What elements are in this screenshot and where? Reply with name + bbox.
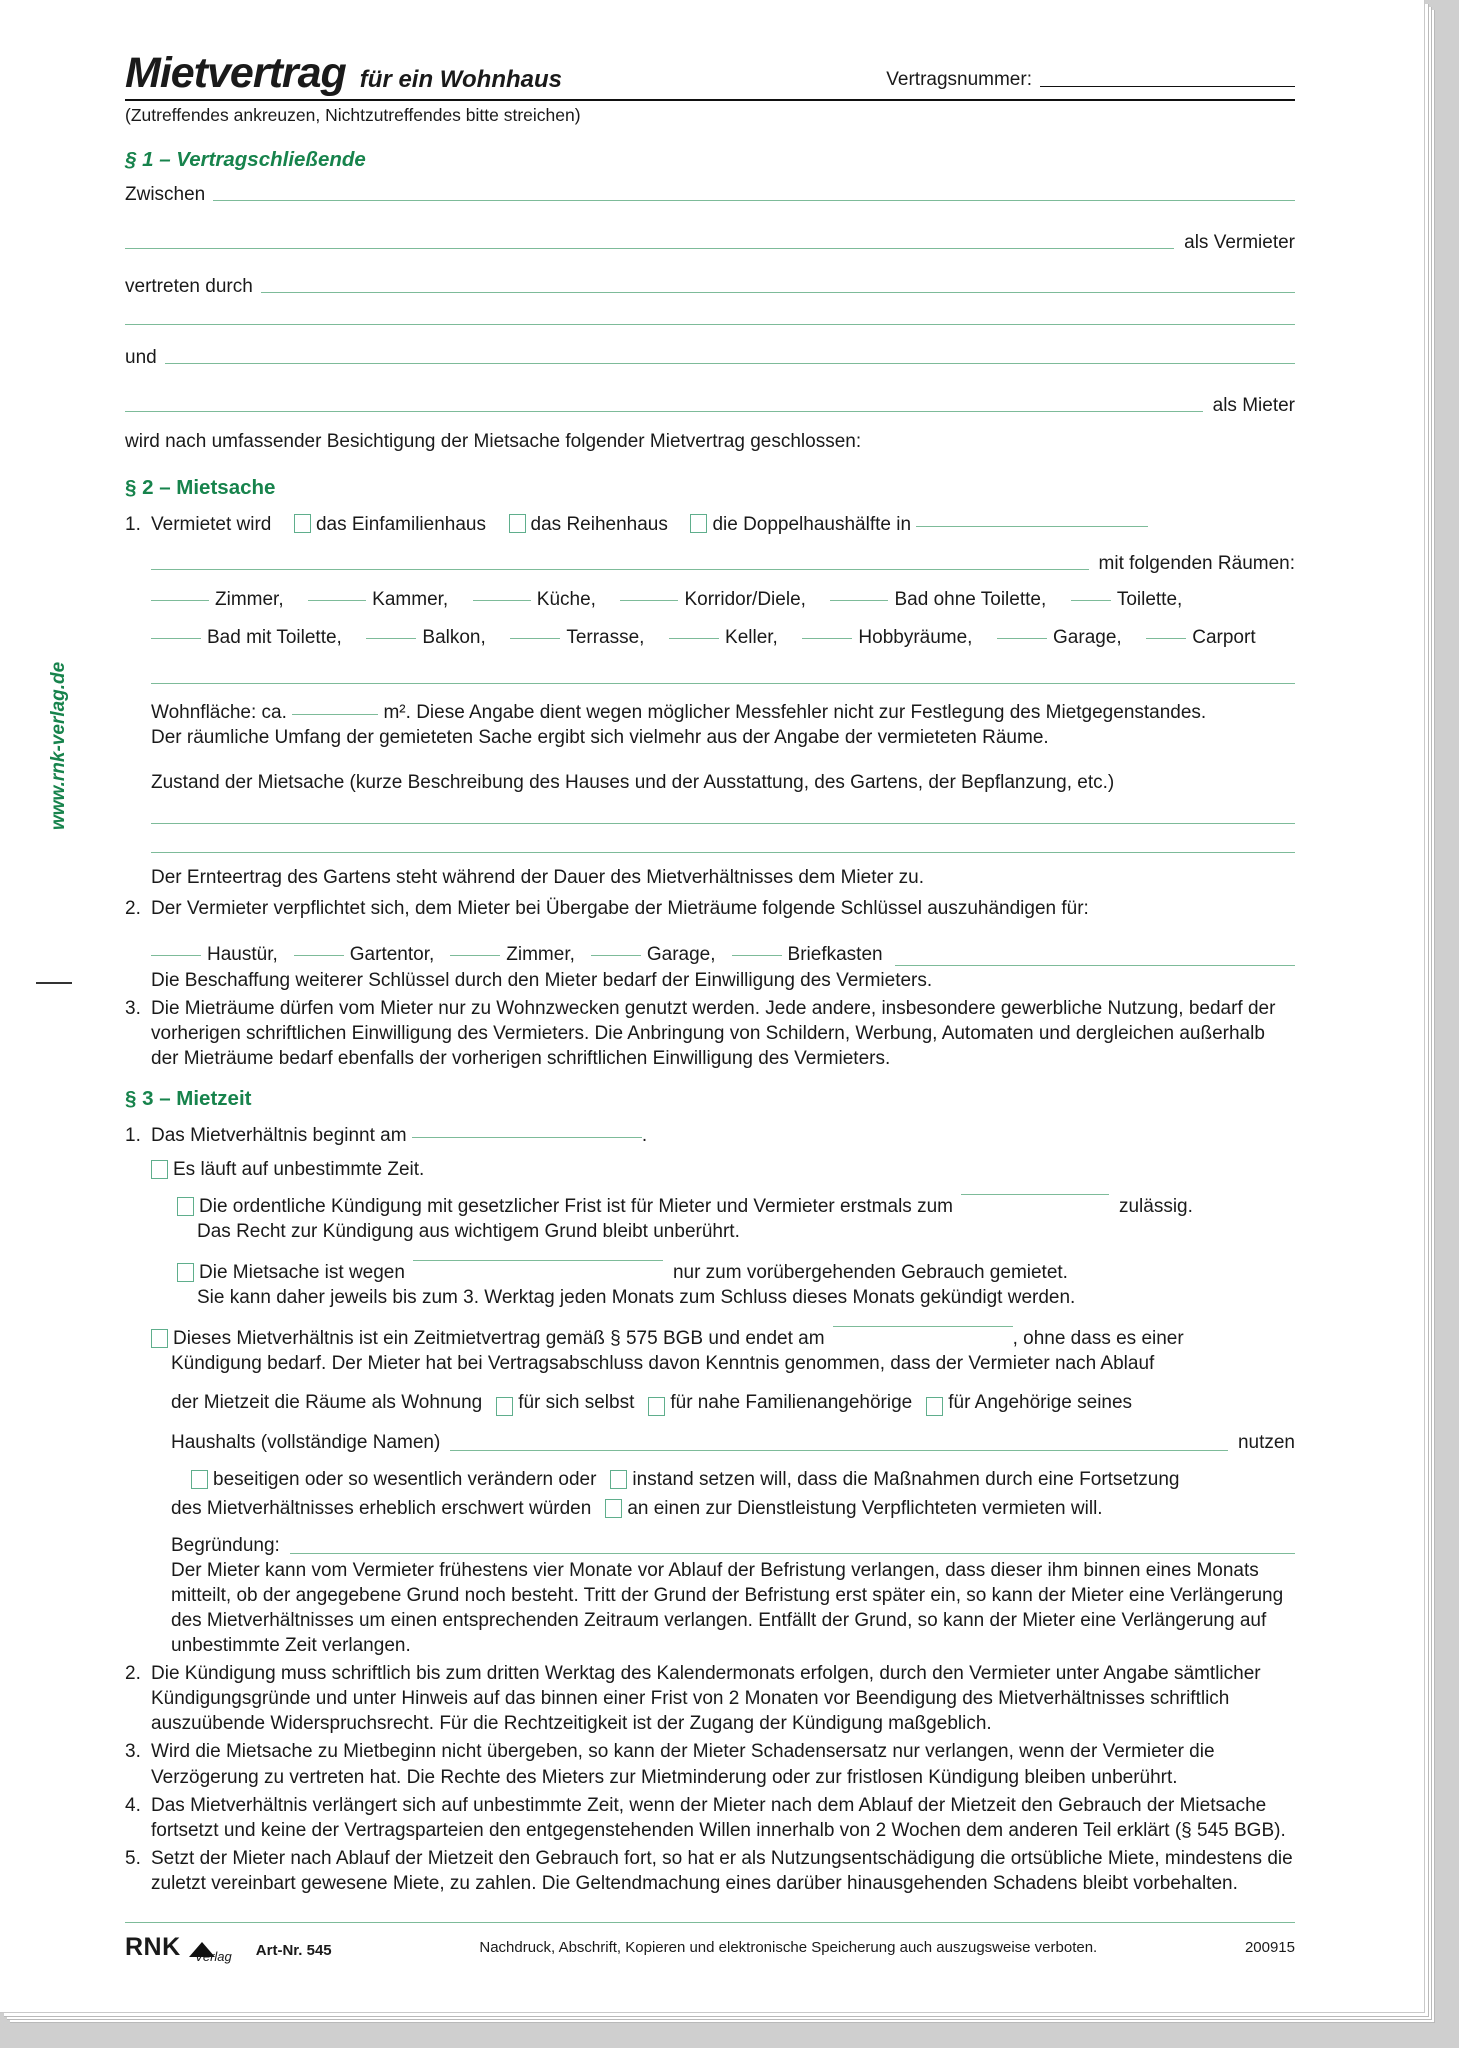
brand-subtitle: Verlag: [194, 1948, 232, 1964]
landlord-row-2: [125, 232, 1295, 254]
vermietet-wird-label: Vermietet wird: [151, 514, 272, 536]
label-beseitigen: beseitigen oder so wesentlich verändern oder: [213, 1468, 597, 1490]
room-count-bad-ohne-toilette[interactable]: [830, 600, 888, 601]
room-count-zimmer[interactable]: [151, 600, 209, 601]
row-nutzung-optionen: [171, 1390, 1295, 1415]
s3-item-2: [125, 1661, 1295, 1736]
rooms-list: [151, 581, 1295, 657]
label-unbestimmte-zeit: Es läuft auf unbestimmte Zeit.: [173, 1158, 425, 1180]
label-angehoerige-haushalt: für Angehörige seines: [948, 1392, 1133, 1414]
key-label-gartentor: Gartentor,: [349, 943, 435, 965]
wohnflaeche-unit: m².: [383, 702, 411, 724]
tenant-label: als Mieter: [1212, 395, 1295, 416]
label-begruendung: Begründung:: [171, 1534, 280, 1556]
wohnflaeche-label: Wohnfläche: ca.: [151, 702, 287, 724]
key-count-gartentor[interactable]: [294, 955, 344, 956]
room-count-toilette[interactable]: [1071, 600, 1111, 601]
brand-triangle-icon: [189, 1940, 215, 1962]
rooms-lead-label: mit folgenden Räumen:: [1098, 553, 1295, 575]
s2-item-1-body: [151, 512, 1295, 537]
row-ordentliche-kuendigung: [177, 1194, 1295, 1244]
room-count-kammer[interactable]: [308, 600, 366, 601]
rooms-line-2: [151, 619, 1295, 657]
label-haushalt: Haushalts (vollständige Namen): [171, 1431, 441, 1453]
checkbox-instand-setzen[interactable]: [610, 1470, 627, 1489]
label-zeitmietvertrag: Dieses Mietverhältnis ist ein Zeitmietvertrag gemäß § 575 BGB und endet am: [173, 1328, 825, 1350]
s3-item-3-number: 3.: [125, 1741, 141, 1763]
keys-note: Die Beschaffung weiterer Schlüssel durch den Mieter bedarf der Einwilligung des Vermieters.: [151, 969, 933, 991]
s3-item-3-text: Wird die Mietsache zu Mietbeginn nicht übergeben, so kann der Mieter Schadensersatz nur verlangen, wenn der Vermieter die Verzögerung zu vertreten hat. Die Rechte des Mieters zur Mietminderung oder zur fristlosen Kündigung bleiben unberührt.: [151, 1741, 1215, 1788]
s3-item-5-text: Setzt der Mieter nach Ablauf der Mietzeit den Gebrauch fort, so hat er als Nutzungsentschädigung die ortsübliche Miete, mindestens die zuletzt vereinbart gewesene Miete, zu zahlen. Die Geltendmachung eines darüber hinausgehenden Schadens bleibt vorbehalten.: [151, 1847, 1293, 1894]
title-group: [125, 49, 563, 97]
checkbox-doppelhaushaelfte[interactable]: [690, 514, 707, 533]
s3-item-1-number: 1.: [125, 1124, 141, 1146]
landlord-input-1[interactable]: [213, 200, 1295, 201]
section-1-heading: § 1 – Vertragschließende: [125, 148, 366, 171]
condition-input-1[interactable]: [151, 823, 1295, 824]
s2-item-2: [125, 896, 1295, 921]
label-fuer-sich-selbst: für sich selbst: [518, 1392, 635, 1414]
start-date-label: Das Mietverhältnis beginnt am: [151, 1124, 407, 1146]
form-code: 200915: [1244, 1938, 1295, 1956]
tenant-input-2[interactable]: [125, 411, 1203, 412]
tenant-input-1[interactable]: [165, 363, 1295, 364]
and-row: [125, 347, 1295, 369]
between-label: Zwischen: [125, 184, 206, 205]
document-header: [125, 49, 1295, 97]
room-label-bad-ohne-toilette: Bad ohne Toilette,: [894, 589, 1047, 611]
room-label-kammer: Kammer,: [372, 589, 449, 611]
label-nahe-familienangehoerige: für nahe Familienangehörige: [670, 1392, 913, 1414]
room-label-balkon: Balkon,: [422, 627, 486, 649]
keys-extra-input[interactable]: [895, 965, 1295, 966]
s3-item-5-number: 5.: [125, 1847, 141, 1869]
key-count-haustuer[interactable]: [151, 955, 201, 956]
room-count-terrasse[interactable]: [510, 638, 560, 639]
checkbox-einfamilienhaus[interactable]: [294, 514, 311, 533]
represented-input-1[interactable]: [261, 292, 1295, 293]
checkbox-fuer-sich-selbst[interactable]: [496, 1397, 513, 1416]
key-count-briefkasten[interactable]: [732, 955, 782, 956]
begruendung-input[interactable]: [290, 1553, 1295, 1554]
s3-item-1-body: [151, 1123, 1295, 1148]
note-voruebergehend: Sie kann daher jeweils bis zum 3. Werktag jeden Monats zum Schluss dieses Monats gekündigt werden.: [197, 1287, 1076, 1309]
represented-row: [125, 276, 1295, 298]
condition-input-2[interactable]: [151, 852, 1295, 853]
row-dienstleistung: [171, 1496, 1295, 1521]
start-date-period: .: [641, 1124, 648, 1146]
section-3-heading: § 3 – Mietzeit: [125, 1086, 252, 1110]
row-begruendung: [171, 1533, 1295, 1558]
checkbox-dienstleistung[interactable]: [605, 1499, 622, 1518]
note-zeitmietvertrag: Kündigung bedarf. Der Mieter hat bei Vertragsabschluss davon Kenntnis genommen, dass der Vermieter nach Ablauf: [171, 1353, 1155, 1375]
article-number: Art-Nr. 545: [255, 1941, 332, 1959]
checkbox-unbestimmte-zeit[interactable]: [151, 1160, 168, 1179]
checkbox-nahe-familienangehoerige[interactable]: [648, 1397, 665, 1416]
s3-item-3: [125, 1739, 1295, 1789]
s2-item-3: [125, 996, 1295, 1071]
row-unbefristet: [151, 1157, 1295, 1182]
page-footer: [125, 1933, 1295, 1962]
section-2-heading: § 2 – Mietsache: [125, 476, 276, 500]
voruebergehend-reason-input[interactable]: [413, 1260, 663, 1261]
checkbox-reihenhaus[interactable]: [509, 514, 526, 533]
s2-item-3-number: 3.: [125, 997, 141, 1019]
row-haushalt: [171, 1430, 1295, 1455]
s3-item-5: [125, 1846, 1295, 1896]
checkbox-voruebergehender-gebrauch[interactable]: [177, 1263, 194, 1282]
room-count-bad-mit-toilette[interactable]: [151, 638, 201, 639]
label-nutzen: nutzen: [1237, 1431, 1295, 1453]
option-doppelhaushaelfte: die Doppelhaushälfte in: [712, 514, 912, 536]
room-count-korridor[interactable]: [620, 600, 678, 601]
s2-item-3-text: Die Mieträume dürfen vom Mieter nur zu Wohnzwecken genutzt werden. Jede andere, insbesondere gewerbliche Nutzung, bedarf der vorherigen schriftlichen Einwilligung des Vermieters. Die Anbringung von Schildern, Werbung, Automaten und dergleichen außerhalb der Mieträume bedarf ebenfalls der vorherigen schriftlichen Einwilligung des Vermieters.: [151, 997, 1276, 1069]
rooms-extra-blank[interactable]: [151, 683, 1295, 684]
s2-item-1-number: 1.: [125, 514, 141, 536]
option-einfamilienhaus: das Einfamilienhaus: [315, 514, 486, 536]
s3-item-1: [125, 1123, 1295, 1148]
room-label-keller: Keller,: [725, 627, 778, 649]
room-count-kueche[interactable]: [473, 600, 531, 601]
key-count-zimmer[interactable]: [450, 955, 500, 956]
key-label-briefkasten: Briefkasten: [787, 943, 883, 965]
row-beseitigen: [191, 1467, 1295, 1492]
publisher-website: www.rnk-verlag.de: [48, 661, 69, 830]
represented-input-2[interactable]: [125, 324, 1295, 325]
house-address-input[interactable]: [916, 526, 1148, 527]
s3-item-4-text: Das Mietverhältnis verlängert sich auf unbestimmte Zeit, wenn der Mieter nach dem Ablauf der Mietzeit den Gebrauch der Mietsache fortsetzt und keine der Vertragsparteien den entgegenstehenden Willen innerhalb von 2 Wochen dem anderen Teil erklärt (§ 545 BGB).: [151, 1794, 1286, 1841]
copyright-notice: Nachdruck, Abschrift, Kopieren und elektronische Speicherung auch auszugsweise verboten.: [479, 1938, 1098, 1956]
room-count-garage[interactable]: [997, 638, 1047, 639]
room-count-carport[interactable]: [1146, 638, 1186, 639]
label-nutzung-lead: der Mietzeit die Räume als Wohnung: [171, 1392, 483, 1414]
label-voruebergehend-tail: nur zum vorübergehenden Gebrauch gemietet.: [672, 1262, 1068, 1284]
room-label-terrasse: Terrasse,: [566, 627, 645, 649]
s3-item-4-number: 4.: [125, 1794, 141, 1816]
landlord-input-2[interactable]: [125, 248, 1174, 249]
text-begruendung-hinweis: Der Mieter kann vom Vermieter frühestens vier Monate vor Ablauf der Befristung verlangen, dass dieser ihm binnen eines Monats mitteilt, ob der angegebene Grund noch besteht. Tritt der Grund der Befristung erst später ein, so kann der Mieter eine Verlängerung des Mietverhältnisses um einen entsprechenden Zeitraum verlangen. Entfällt der Grund, so kann der Mieter eine Verlängerung auf unbestimmte Zeit verlangen.: [171, 1559, 1284, 1657]
room-label-bad-mit-toilette: Bad mit Toilette,: [207, 627, 342, 649]
contract-content: [125, 49, 1295, 1964]
between-row: [125, 184, 1295, 206]
checkbox-angehoerige-haushalt[interactable]: [926, 1397, 943, 1416]
page-title: Mietvertrag: [125, 49, 346, 97]
contract-number-input[interactable]: [1040, 85, 1295, 87]
side-dash: [36, 982, 72, 984]
s3-item-2-text: Die Kündigung muss schriftlich bis zum dritten Werktag des Kalendermonats erfolgen, durch den Vermieter unter Angabe sämtlicher Kündigungsgründe und unter Hinweis auf das binnen einer Frist von 2 Monaten vor Beendigung des Mietverhältnisses schriftlich auszuübende Widerspruchsrecht. Für die Rechtzeitigkeit ist der Zugang der Kündigung maßgeblich.: [151, 1663, 1261, 1735]
label-erschwert: des Mietverhältnisses erheblich erschwert würden: [171, 1497, 592, 1519]
checkbox-ordentliche-kuendigung[interactable]: [177, 1197, 194, 1216]
rooms-extra-input[interactable]: [151, 569, 1089, 570]
footer-divider: [125, 1922, 1295, 1923]
label-zeitmietvertrag-tail: , ohne dass es einer: [1012, 1328, 1184, 1350]
option-reihenhaus: das Reihenhaus: [530, 514, 668, 536]
title-divider: [125, 99, 1295, 101]
room-label-carport: Carport: [1192, 627, 1256, 649]
brand-name: RNK: [125, 1932, 181, 1961]
row-voruebergehend: [177, 1260, 1295, 1310]
wohnflaeche-row: [151, 700, 1295, 725]
room-label-toilette: Toilette,: [1116, 589, 1183, 611]
start-date-input[interactable]: [412, 1137, 642, 1138]
and-label: und: [125, 347, 157, 368]
note-wichtiger-grund: Das Recht zur Kündigung aus wichtigem Grund bleibt unberührt.: [197, 1221, 740, 1243]
haushalt-names-input[interactable]: [450, 1450, 1228, 1451]
label-ordentliche-kuendigung: Die ordentliche Kündigung mit gesetzlicher Frist ist für Mieter und Vermieter erstmals zum: [199, 1196, 953, 1218]
key-label-zimmer: Zimmer,: [506, 943, 575, 965]
room-count-hobbyraeume[interactable]: [802, 638, 852, 639]
label-zulaessig: zulässig.: [1118, 1196, 1193, 1218]
key-label-haustuer: Haustür,: [207, 943, 278, 965]
checkbox-beseitigen[interactable]: [191, 1470, 208, 1489]
s2-item-2-number: 2.: [125, 898, 141, 920]
s2-item-1: [125, 512, 1295, 537]
key-count-garage[interactable]: [591, 955, 641, 956]
rooms-lead-row: [151, 553, 1295, 575]
row-zeitmietvertrag: [151, 1326, 1295, 1658]
wohnflaeche-note-2: Der räumliche Umfang der gemieteten Sache ergibt sich vielmehr aus der Angabe der vermieteten Räume.: [151, 727, 1049, 749]
zeitmietvertrag-end-date-input[interactable]: [833, 1326, 1013, 1327]
room-count-balkon[interactable]: [366, 638, 416, 639]
room-label-kueche: Küche,: [536, 589, 596, 611]
room-label-zimmer: Zimmer,: [215, 589, 284, 611]
tenant-row-2: [125, 395, 1295, 417]
wohnflaeche-input[interactable]: [292, 714, 378, 715]
contract-number-label: Vertragsnummer:: [886, 69, 1032, 90]
harvest-text: Der Ernteertrag des Gartens steht während der Dauer des Mietverhältnisses dem Mieter zu.: [151, 867, 925, 889]
ordentliche-kuendigung-date-input[interactable]: [961, 1194, 1109, 1195]
room-label-hobbyraeume: Hobbyräume,: [858, 627, 973, 649]
form-hint: (Zutreffendes ankreuzen, Nichtzutreffendes bitte streichen): [125, 105, 581, 125]
landlord-label: als Vermieter: [1184, 232, 1295, 253]
room-label-korridor: Korridor/Diele,: [684, 589, 806, 611]
checkbox-zeitmietvertrag[interactable]: [151, 1329, 168, 1348]
s3-item-2-number: 2.: [125, 1663, 141, 1685]
represented-label: vertreten durch: [125, 276, 253, 297]
condition-label: Zustand der Mietsache (kurze Beschreibung des Hauses und der Ausstattung, des Gartens, der Bepflanzung, etc.): [151, 772, 1115, 794]
publisher-logo: [125, 1933, 332, 1962]
contract-number-field[interactable]: [886, 69, 1295, 95]
label-dienstleistung: an einen zur Dienstleistung Verpflichteten vermieten will.: [627, 1497, 1103, 1519]
label-mietsache-wegen: Die Mietsache ist wegen: [199, 1262, 405, 1284]
page-subtitle: für ein Wohnhaus: [359, 66, 563, 93]
wohnflaeche-note: Diese Angabe dient wegen möglicher Messfehler nicht zur Festlegung des Mietgegenstandes.: [416, 702, 1207, 724]
key-label-garage: Garage,: [646, 943, 716, 965]
rooms-line-1: [151, 581, 1295, 619]
label-instand-setzen: instand setzen will, dass die Maßnahmen durch eine Fortsetzung: [632, 1468, 1180, 1490]
s2-item-2-text: Der Vermieter verpflichtet sich, dem Mieter bei Übergabe der Mieträume folgende Schlüssel auszuhändigen für:: [151, 898, 1089, 920]
room-label-garage: Garage,: [1053, 627, 1122, 649]
room-count-keller[interactable]: [669, 638, 719, 639]
conclusion-text: wird nach umfassender Besichtigung der Mietsache folgender Mietvertrag geschlossen:: [125, 431, 862, 452]
s3-item-4: [125, 1793, 1295, 1843]
